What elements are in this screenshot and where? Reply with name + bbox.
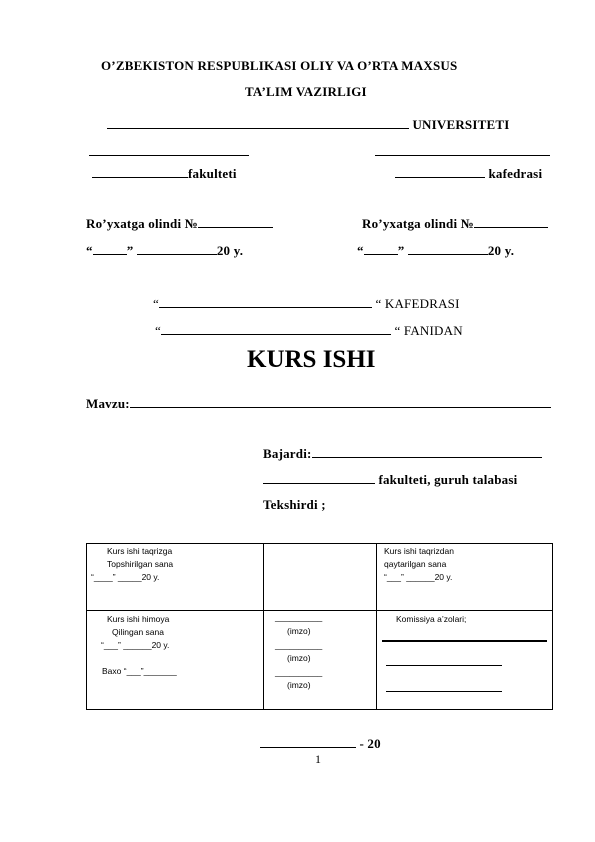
commission-line-3 <box>386 691 502 692</box>
cell1-line1: Kurs ishi taqrizga <box>107 546 173 556</box>
sign-label-2: (imzo) <box>287 653 311 663</box>
blank-line-left <box>89 143 249 161</box>
faculty-group-label: fakulteti, guruh talabasi <box>378 472 518 487</box>
faculty-line <box>92 166 237 182</box>
department-caps-label: “ KAFEDRASI <box>375 296 460 311</box>
cell1-line2: Topshirilgan sana <box>107 559 174 569</box>
registration-date-right: “ ” 20 y. <box>357 243 515 258</box>
ministry-line-2: TA’LIM VAZIRLIGI <box>245 84 367 99</box>
sign-blank-3: __________ <box>275 667 323 677</box>
cell3-date: “___” ______20 y. <box>384 572 453 582</box>
ministry-line-1: O’ZBEKISTON RESPUBLIKASI OLIY VA O’RTA MAXSUS <box>101 58 458 73</box>
sign-blank-2: __________ <box>275 640 323 650</box>
cell4-line1: Kurs ishi himoya <box>107 614 170 624</box>
sign-label-1: (imzo) <box>287 626 311 636</box>
footer-year-suffix: - 20 <box>359 736 381 751</box>
cell4-grade: Baxo “___”_______ <box>102 666 177 676</box>
topic-line <box>86 396 551 412</box>
cell3-line1: Kurs ishi taqrizdan <box>384 546 454 556</box>
registration-date-left: “ ” 20 y. <box>86 243 244 258</box>
footer-year-line <box>260 736 381 752</box>
cell1-date: “____” _____20 y. <box>91 572 160 582</box>
registration-right-label: Ro’yxatga olindi № <box>362 216 475 231</box>
university-label: UNIVERSITETI <box>412 117 510 132</box>
topic-label: Mavzu: <box>86 396 130 411</box>
department-line <box>395 166 542 182</box>
sign-label-3: (imzo) <box>287 680 311 690</box>
cell4-line2: Qilingan sana <box>112 627 164 637</box>
subject-caps-label: “ FANIDAN <box>394 323 463 338</box>
commission-line-2 <box>386 665 502 666</box>
done-by-label: Bajardi: <box>263 446 312 461</box>
registration-right <box>362 216 548 232</box>
commission-label: Komissiya a’zolari; <box>396 614 467 624</box>
department-subject-line: “ “ KAFEDRASI <box>153 296 460 311</box>
page-number: 1 <box>315 752 321 766</box>
subject-line: “ “ FANIDAN <box>155 323 463 338</box>
checked-by-label: Tekshirdi ; <box>263 497 326 512</box>
department-label: kafedrasi <box>488 166 543 181</box>
done-by-line <box>263 446 542 462</box>
blank-line-right <box>375 143 550 161</box>
faculty-label: fakulteti <box>188 166 237 181</box>
review-table <box>86 543 553 710</box>
cell4-date: “___” ______20 y. <box>101 640 170 650</box>
cell3-line2: qaytarilgan sana <box>384 559 447 569</box>
registration-left-label: Ro’yxatga olindi № <box>86 216 199 231</box>
faculty-group-line <box>263 472 517 488</box>
registration-left <box>86 216 273 232</box>
sign-blank-1: __________ <box>275 612 323 622</box>
main-title: KURS ISHI <box>247 346 376 373</box>
university-line <box>107 117 510 133</box>
commission-line-1 <box>382 640 547 642</box>
university-name-blank <box>107 127 409 129</box>
